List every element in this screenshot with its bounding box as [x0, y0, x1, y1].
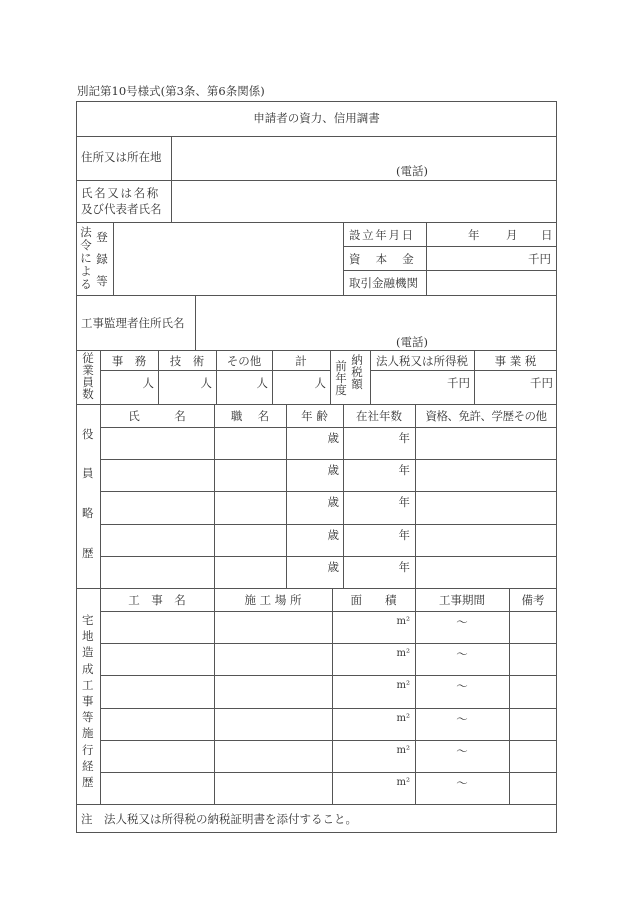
construction-remarks-input[interactable] [511, 742, 555, 770]
officer-age-unit: 歳 [327, 463, 339, 477]
officer-position-input[interactable] [216, 558, 284, 586]
construction-site-input[interactable] [216, 677, 330, 705]
officer-qualifications-input[interactable] [417, 429, 555, 457]
officer-age-unit: 歳 [327, 560, 339, 574]
officer-age-unit: 歳 [327, 431, 339, 445]
name-label-line2: 及び代表者氏名 [81, 202, 162, 216]
construction-row-divider [100, 643, 557, 644]
construction-label-char: 等 [82, 710, 94, 725]
construction-row-divider [100, 772, 557, 773]
construction-period-separator: ～ [456, 776, 468, 790]
construction-name-input[interactable] [102, 645, 212, 673]
officer-tenure-unit: 年 [398, 560, 410, 574]
officer-name-input[interactable] [102, 526, 212, 554]
established-date-label: 設 立 年 月 日 [349, 228, 413, 242]
officer-qualifications-input[interactable] [417, 526, 555, 554]
address-input[interactable] [173, 138, 555, 178]
construction-row-divider [100, 708, 557, 709]
construction-remarks-input[interactable] [511, 710, 555, 738]
construction-label-char: 経 [82, 758, 94, 773]
construction-label-char: 事 [82, 694, 94, 708]
construction-label-char: 宅 [82, 613, 94, 627]
officer-position-input[interactable] [216, 461, 284, 489]
officers-row-divider [100, 459, 557, 460]
construction-site-input[interactable] [216, 710, 330, 738]
address-label: 住所又は所在地 [81, 150, 162, 164]
registration-label-col2-text: 登録等 [96, 230, 108, 288]
employees-col-total: 計 [295, 354, 307, 368]
officer-age-unit: 歳 [327, 495, 339, 509]
construction-label-char: 施 [82, 726, 94, 741]
officer-qualifications-input[interactable] [417, 461, 555, 489]
tax-col-corporate: 法人税又は所得税 [376, 354, 468, 368]
construction-name-input[interactable] [102, 774, 212, 802]
form-title: 申請者の資力、信用調書 [253, 111, 380, 125]
employees-label: 従業員数 [82, 351, 94, 401]
employees-other-unit: 人 [256, 376, 268, 390]
registration-label-col1: 法令による [80, 225, 92, 291]
officer-name-input[interactable] [102, 461, 212, 489]
construction-col-remarks: 備考 [521, 593, 545, 607]
officer-name-input[interactable] [102, 429, 212, 457]
bank-input[interactable] [428, 272, 555, 293]
construction-label-char: 工 [82, 677, 94, 692]
construction-area-unit: m² [396, 680, 410, 691]
capital-label: 資 本 金 [349, 252, 414, 266]
construction-site-input[interactable] [216, 613, 330, 641]
construction-area-unit: m² [396, 616, 410, 627]
supervisor-label: 工事監理者住所氏名 [81, 316, 185, 330]
tax-label-col1: 前年度 [335, 359, 347, 397]
construction-name-input[interactable] [102, 613, 212, 641]
construction-row-divider [100, 740, 557, 741]
construction-col-name: 工 事 名 [128, 593, 186, 607]
construction-period-separator: ～ [456, 615, 468, 629]
officer-age-unit: 歳 [327, 528, 339, 542]
form-reference: 別記第10号様式(第3条、第6条関係) [77, 84, 265, 98]
supervisor-phone-label: (電話) [396, 335, 428, 349]
construction-remarks-input[interactable] [511, 774, 555, 802]
tax-corporate-unit: 千円 [447, 376, 470, 390]
registration-input[interactable] [115, 224, 341, 293]
construction-label-char: 造 [82, 645, 94, 660]
construction-area-unit: m² [396, 745, 410, 756]
officer-position-input[interactable] [216, 493, 284, 521]
construction-name-input[interactable] [102, 677, 212, 705]
officers-label-char: 略 [82, 506, 94, 520]
construction-col-site: 施 工 場 所 [244, 593, 302, 607]
employees-col-other: その他 [226, 354, 262, 368]
officers-row-divider [100, 491, 557, 492]
construction-remarks-input[interactable] [511, 613, 555, 641]
officers-label-char: 歴 [82, 546, 94, 560]
tax-col-business: 事 業 税 [494, 354, 537, 368]
construction-row-divider [100, 675, 557, 676]
officers-col-tenure: 在社年数 [356, 409, 402, 423]
construction-label-char: 行 [82, 742, 94, 757]
officers-row-divider [100, 427, 557, 428]
construction-site-input[interactable] [216, 645, 330, 673]
officer-tenure-unit: 年 [398, 495, 410, 509]
officers-col-position: 職 名 [230, 409, 270, 423]
construction-area-unit: m² [396, 713, 410, 724]
officer-qualifications-input[interactable] [417, 558, 555, 586]
officers-label-char: 役 [82, 427, 94, 441]
construction-col-period: 工事期間 [439, 593, 485, 607]
officer-name-input[interactable] [102, 493, 212, 521]
bank-label: 取引金融機関 [349, 276, 418, 290]
construction-period-separator: ～ [456, 744, 468, 758]
note-text: 注 法人税又は所得税の納税証明書を添付すること。 [81, 812, 357, 826]
construction-label-char: 歴 [82, 775, 94, 789]
construction-remarks-input[interactable] [511, 645, 555, 673]
officers-col-name: 氏 名 [128, 409, 186, 423]
construction-period-separator: ～ [456, 712, 468, 726]
construction-site-input[interactable] [216, 742, 330, 770]
construction-period-separator: ～ [456, 679, 468, 693]
name-input[interactable] [173, 182, 555, 220]
officer-tenure-unit: 年 [398, 463, 410, 477]
supervisor-input[interactable] [197, 297, 555, 348]
established-year-unit: 年 [468, 228, 480, 242]
officers-row-divider [100, 556, 557, 557]
employees-office-unit: 人 [142, 376, 154, 390]
construction-name-input[interactable] [102, 742, 212, 770]
name-label-line1: 氏 名 又 は 名 称 [81, 186, 158, 200]
officers-row-divider [100, 524, 557, 525]
address-phone-label: (電話) [396, 164, 428, 178]
construction-row-divider [100, 611, 557, 612]
tax-label-col2: 納税額 [351, 353, 363, 391]
construction-area-unit: m² [396, 777, 410, 788]
registration-label-col2 [95, 226, 109, 292]
employees-col-tech: 技 術 [169, 354, 205, 368]
employees-tech-unit: 人 [200, 376, 212, 390]
construction-remarks-input[interactable] [511, 677, 555, 705]
employees-col-office: 事 務 [111, 354, 147, 368]
construction-col-area: 面 積 [350, 593, 397, 607]
established-day-unit: 日 [541, 228, 553, 242]
officers-label-char: 員 [82, 466, 94, 480]
construction-label-char: 地 [82, 629, 94, 644]
officer-tenure-unit: 年 [398, 431, 410, 445]
officer-name-input[interactable] [102, 558, 212, 586]
tax-business-unit: 千円 [530, 376, 553, 390]
capital-unit: 千円 [528, 252, 551, 266]
officer-tenure-unit: 年 [398, 528, 410, 542]
construction-period-separator: ～ [456, 647, 468, 661]
construction-name-input[interactable] [102, 710, 212, 738]
construction-area-unit: m² [396, 648, 410, 659]
officers-col-age: 年 齢 [301, 409, 328, 423]
construction-label-char: 成 [82, 661, 94, 676]
established-month-unit: 月 [506, 228, 518, 242]
officer-qualifications-input[interactable] [417, 493, 555, 521]
employees-total-unit: 人 [314, 376, 326, 390]
officer-position-input[interactable] [216, 429, 284, 457]
officer-position-input[interactable] [216, 526, 284, 554]
officers-col-qualifications: 資格、免許、学歴その他 [425, 409, 547, 423]
construction-site-input[interactable] [216, 774, 330, 802]
